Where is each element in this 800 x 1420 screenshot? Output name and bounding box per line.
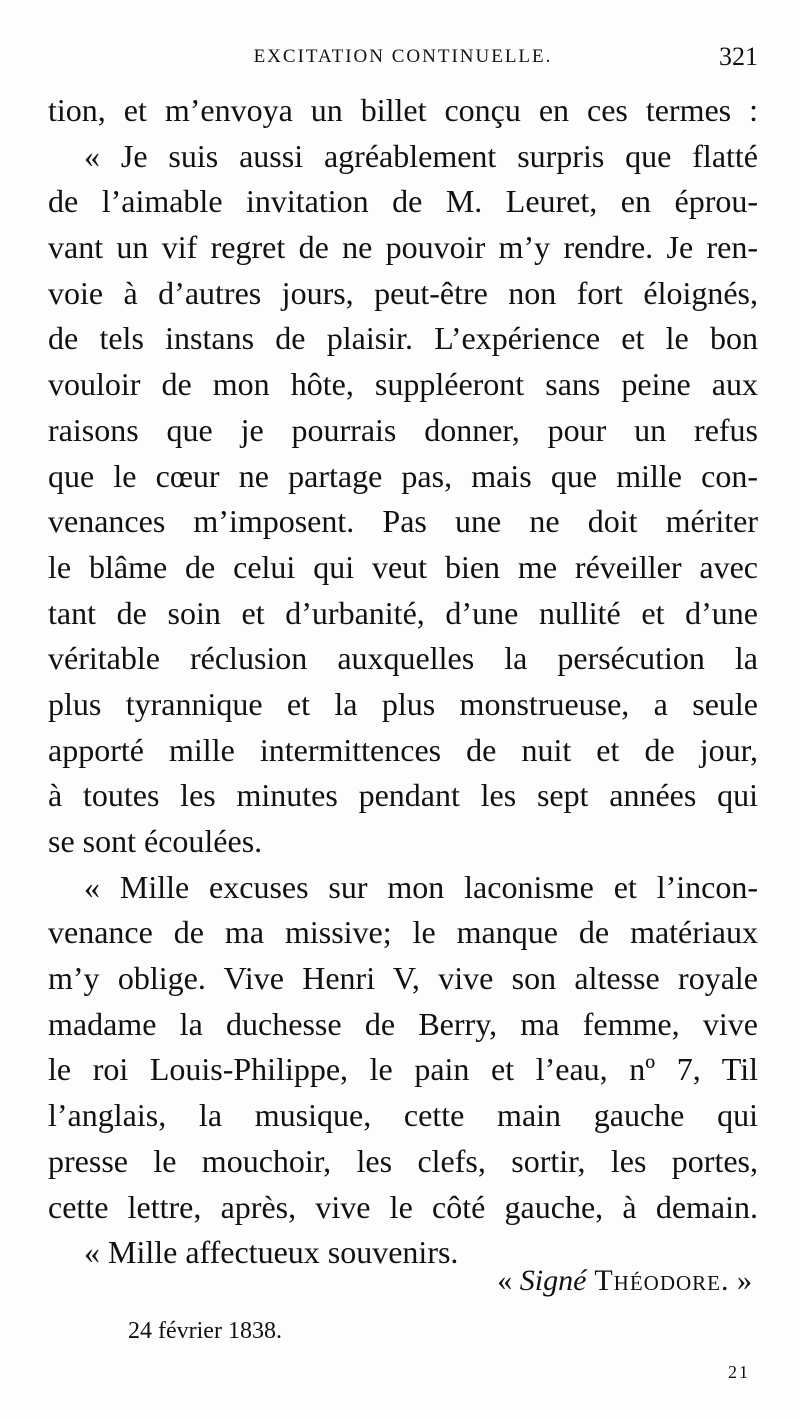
text-line: plus tyrannique et la plus monstrueuse, a seule xyxy=(48,685,758,722)
text-line: que le cœur ne partage pas, mais que mille con- xyxy=(48,457,758,494)
text-line: de l’aimable invitation de M. Leuret, en éprou- xyxy=(48,183,758,220)
text-line: « Mille excuses sur mon laconisme et l’incon- xyxy=(84,868,758,905)
text-line: venance de ma missive; le manque de matériaux xyxy=(48,914,758,951)
letter-date: 24 février 1838. xyxy=(128,1318,282,1344)
signature-label: Signé xyxy=(519,1264,587,1297)
text-line: apporté mille intermittences de nuit et de jour, xyxy=(48,731,758,768)
text-line: venances m’imposent. Pas une ne doit mériter xyxy=(48,503,758,540)
text-line: m’y oblige. Vive Henri V, vive son altesse royale xyxy=(48,960,758,997)
text-line: se sont écoulées. xyxy=(48,823,263,859)
text-line: madame la duchesse de Berry, ma femme, vive xyxy=(48,1005,758,1042)
signature-open-quote: « xyxy=(497,1264,520,1297)
text-line: raisons que je pourrais donner, pour un refus xyxy=(48,411,758,448)
text-line: vant un vif regret de ne pouvoir m’y rendre. Je ren- xyxy=(48,229,758,266)
body-text xyxy=(48,88,758,1276)
signature-name: Théodore. xyxy=(586,1264,730,1297)
text-line: presse le mouchoir, les clefs, sortir, les portes, xyxy=(48,1142,758,1179)
text-line: voie à d’autres jours, peut-être non fort éloignés, xyxy=(48,274,758,311)
page-number: 321 xyxy=(719,42,758,71)
text-line: cette lettre, après, vive le côté gauche, à demain. xyxy=(48,1188,758,1225)
running-title: EXCITATION CONTINUELLE. xyxy=(253,46,553,67)
text-line: tion, et m’envoya un billet conçu en ces termes : xyxy=(48,92,758,128)
text-line: le blâme de celui qui veut bien me réveiller avec xyxy=(48,548,758,585)
text-line: « Mille affectueux souvenirs. xyxy=(84,1234,459,1271)
text-line: le roi Louis-Philippe, le pain et l’eau, nº 7, Til xyxy=(48,1051,758,1088)
text-line: de tels instans de plaisir. L’expérience et le bon xyxy=(48,320,758,357)
text-line: l’anglais, la musique, cette main gauche qui xyxy=(48,1097,758,1134)
text-line: véritable réclusion auxquelles la persécution la xyxy=(48,640,758,677)
text-line: vouloir de mon hôte, suppléeront sans peine aux xyxy=(48,366,758,403)
text-line: à toutes les minutes pendant les sept années qui xyxy=(48,777,758,814)
letter-signature xyxy=(48,1264,752,1298)
text-line: tant de soin et d’urbanité, d’une nullité et d’une xyxy=(48,594,758,631)
printer-signature-mark: 21 xyxy=(728,1362,750,1382)
signature-close-quote: » xyxy=(729,1264,752,1297)
text-line: « Je suis aussi agréablement surpris que flatté xyxy=(84,137,758,174)
running-head xyxy=(48,40,758,76)
